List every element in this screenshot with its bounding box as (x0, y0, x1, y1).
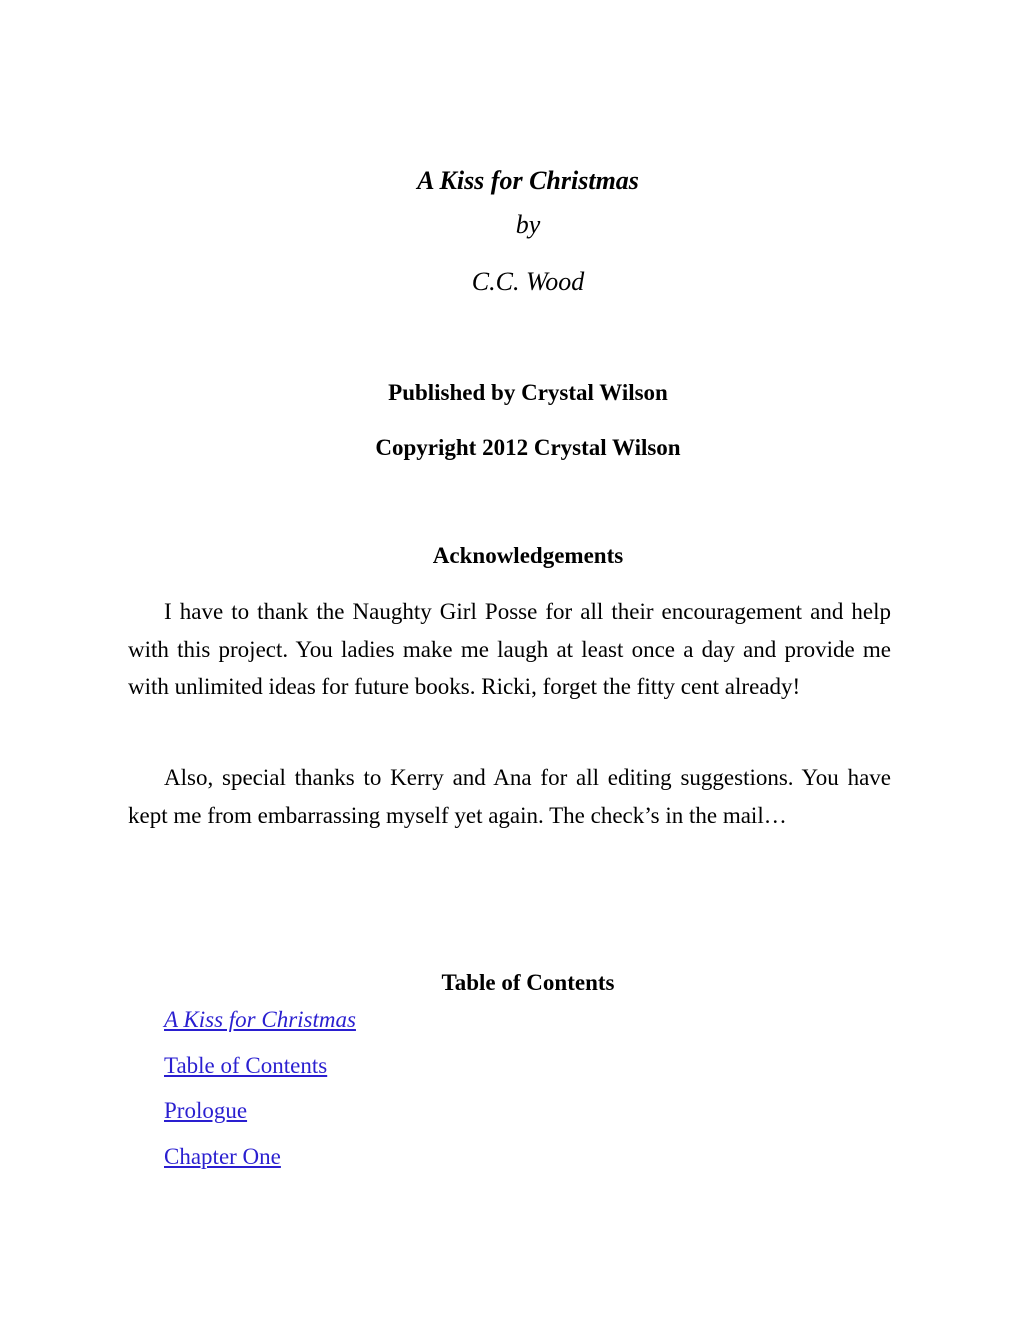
toc-link-prologue[interactable]: Prologue (164, 1098, 248, 1124)
book-title: A Kiss for Christmas (417, 166, 639, 195)
toc-link-a-kiss-for-christmas[interactable]: A Kiss for Christmas (164, 1007, 356, 1032)
toc-link-table-of-contents[interactable]: Table of Contents (164, 1052, 328, 1078)
acknowledgements-paragraph: I have to thank the Naughty Girl Posse for all their encouragement and help with this project. You ladies make me laugh at least once a day and provide me with unlimited ideas for future books. Ricki, forget the fitty cent already! (128, 599, 891, 699)
toc-item (164, 1095, 356, 1141)
toc-heading: Table of Contents (441, 970, 615, 995)
acknowledgements-heading: Acknowledgements (432, 543, 624, 568)
copyright-line: Copyright 2012 Crystal Wilson (375, 435, 681, 460)
toc-item (164, 1004, 356, 1050)
toc-list (164, 1004, 356, 1187)
byline: by (515, 210, 541, 239)
toc-item (164, 1050, 356, 1096)
author-name: C.C. Wood (471, 267, 585, 296)
acknowledgements-paragraph: Also, special thanks to Kerry and Ana for all editing suggestions. You have kept me from embarrassing myself yet again. The check’s in the mail… (128, 765, 891, 828)
toc-item (164, 1141, 356, 1187)
publisher-line: Published by Crystal Wilson (388, 380, 668, 405)
toc-link-chapter-one[interactable]: Chapter One (164, 1144, 281, 1170)
